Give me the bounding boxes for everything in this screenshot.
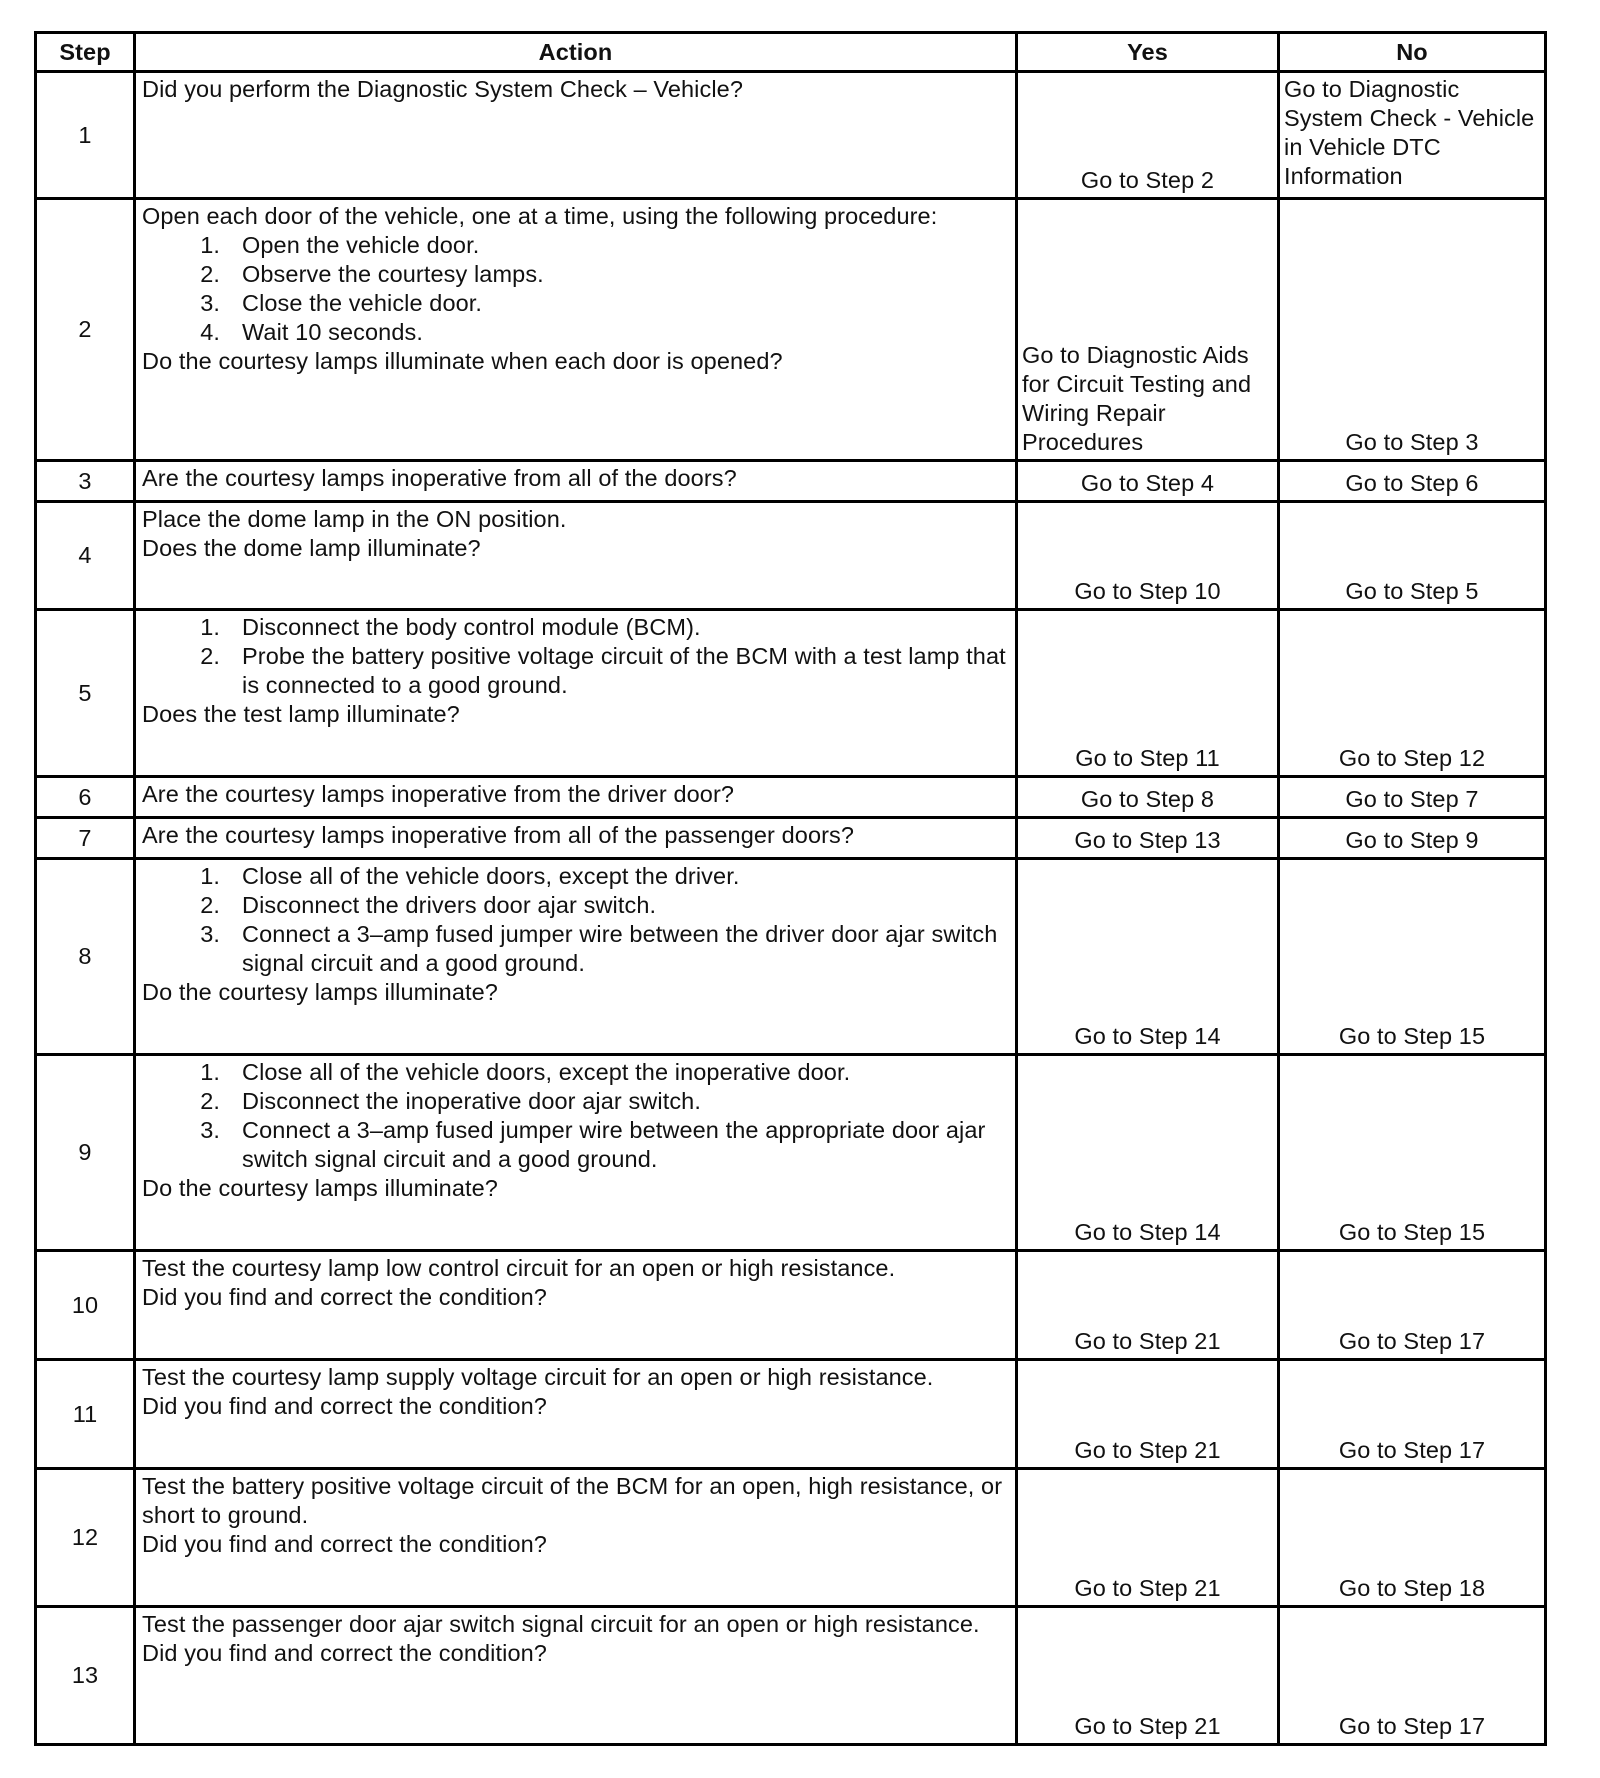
action-text: Test the courtesy lamp supply voltage circuit for an open or high resistance.	[142, 1364, 934, 1390]
action-cell	[135, 461, 1017, 502]
table-row	[36, 502, 1546, 610]
yes-result: Go to Step 14	[1017, 1055, 1279, 1251]
yes-result: Go to Step 21	[1017, 1469, 1279, 1607]
no-result: Go to Step 5	[1279, 502, 1546, 610]
table-row	[36, 818, 1546, 859]
action-text: Open each door of the vehicle, one at a time, using the following procedure:	[142, 203, 938, 229]
procedure-item: 3. Connect a 3–amp fused jumper wire between the appropriate door ajar switch signal circuit and a good ground.	[200, 1117, 986, 1172]
no-result: Go to Step 17	[1279, 1607, 1546, 1745]
table-row	[36, 610, 1546, 777]
table-row	[36, 859, 1546, 1055]
step-number: 13	[36, 1607, 135, 1745]
procedure-list	[142, 862, 1009, 978]
table-row	[36, 1607, 1546, 1745]
procedure-list	[142, 1058, 1009, 1174]
step-number: 3	[36, 461, 135, 502]
action-cell	[135, 502, 1017, 610]
column-header-step: Step	[36, 33, 135, 72]
action-question: Did you find and correct the condition?	[142, 1640, 547, 1666]
table-row	[36, 461, 1546, 502]
table-row	[36, 777, 1546, 818]
no-result: Go to Step 7	[1279, 777, 1546, 818]
procedure-list	[142, 231, 1009, 347]
procedure-item: 4. Wait 10 seconds.	[200, 319, 423, 345]
yes-result: Go to Step 13	[1017, 818, 1279, 859]
yes-result: Go to Diagnostic Aids for Circuit Testing and Wiring Repair Procedures	[1017, 199, 1279, 461]
procedure-item: 2. Disconnect the inoperative door ajar switch.	[200, 1088, 701, 1114]
yes-result: Go to Step 21	[1017, 1251, 1279, 1360]
procedure-item: 2. Disconnect the drivers door ajar switch.	[200, 892, 657, 918]
action-cell	[135, 1607, 1017, 1745]
step-number: 6	[36, 777, 135, 818]
table-row	[36, 1469, 1546, 1607]
column-header-no: No	[1279, 33, 1546, 72]
no-result: Go to Step 18	[1279, 1469, 1546, 1607]
no-result: Go to Step 12	[1279, 610, 1546, 777]
yes-result: Go to Step 14	[1017, 859, 1279, 1055]
action-cell	[135, 610, 1017, 777]
action-question: Did you find and correct the condition?	[142, 1531, 547, 1557]
action-text: Test the battery positive voltage circuit of the BCM for an open, high resistance, or short to ground.	[142, 1473, 1003, 1528]
no-result: Go to Step 15	[1279, 1055, 1546, 1251]
yes-result: Go to Step 2	[1017, 72, 1279, 199]
procedure-item: 3. Connect a 3–amp fused jumper wire between the driver door ajar switch signal circuit and a good ground.	[200, 921, 998, 976]
action-question: Do the courtesy lamps illuminate when each door is opened?	[142, 348, 783, 374]
no-result: Go to Step 17	[1279, 1251, 1546, 1360]
action-text: Are the courtesy lamps inoperative from all of the doors?	[142, 465, 737, 491]
yes-result: Go to Step 21	[1017, 1360, 1279, 1469]
action-question: Did you find and correct the condition?	[142, 1284, 547, 1310]
table-header-row	[36, 33, 1546, 72]
action-cell	[135, 859, 1017, 1055]
action-cell	[135, 818, 1017, 859]
action-question: Does the dome lamp illuminate?	[142, 535, 481, 561]
no-result: Go to Step 3	[1279, 199, 1546, 461]
no-result: Go to Step 9	[1279, 818, 1546, 859]
action-cell	[135, 199, 1017, 461]
step-number: 9	[36, 1055, 135, 1251]
column-header-yes: Yes	[1017, 33, 1279, 72]
action-question: Do the courtesy lamps illuminate?	[142, 979, 498, 1005]
action-text: Test the courtesy lamp low control circuit for an open or high resistance.	[142, 1255, 896, 1281]
table-row	[36, 72, 1546, 199]
procedure-item: 1. Close all of the vehicle doors, except the inoperative door.	[200, 1059, 851, 1085]
step-number: 8	[36, 859, 135, 1055]
yes-result: Go to Step 8	[1017, 777, 1279, 818]
action-text: Did you perform the Diagnostic System Check – Vehicle?	[142, 76, 744, 102]
diagnostic-table	[34, 31, 1547, 1746]
action-question: Does the test lamp illuminate?	[142, 701, 460, 727]
step-number: 5	[36, 610, 135, 777]
step-number: 10	[36, 1251, 135, 1360]
yes-result: Go to Step 11	[1017, 610, 1279, 777]
no-result: Go to Step 17	[1279, 1360, 1546, 1469]
no-result: Go to Diagnostic System Check - Vehicle in Vehicle DTC Information	[1279, 72, 1546, 199]
no-result: Go to Step 6	[1279, 461, 1546, 502]
action-text: Are the courtesy lamps inoperative from the driver door?	[142, 781, 735, 807]
step-number: 2	[36, 199, 135, 461]
procedure-item: 3. Close the vehicle door.	[200, 290, 483, 316]
yes-result: Go to Step 21	[1017, 1607, 1279, 1745]
procedure-item: 2. Observe the courtesy lamps.	[200, 261, 544, 287]
step-number: 7	[36, 818, 135, 859]
step-number: 12	[36, 1469, 135, 1607]
table-row	[36, 1360, 1546, 1469]
action-text: Test the passenger door ajar switch signal circuit for an open or high resistance.	[142, 1611, 980, 1637]
step-number: 4	[36, 502, 135, 610]
table-row	[36, 1055, 1546, 1251]
action-cell	[135, 1055, 1017, 1251]
action-cell	[135, 1251, 1017, 1360]
action-cell	[135, 72, 1017, 199]
procedure-item: 1. Close all of the vehicle doors, except the driver.	[200, 863, 740, 889]
action-cell	[135, 1360, 1017, 1469]
step-number: 11	[36, 1360, 135, 1469]
procedure-item: 1. Disconnect the body control module (BCM).	[200, 614, 701, 640]
action-cell	[135, 1469, 1017, 1607]
action-question: Did you find and correct the condition?	[142, 1393, 547, 1419]
table-row	[36, 199, 1546, 461]
procedure-item: 1. Open the vehicle door.	[200, 232, 480, 258]
procedure-list	[142, 613, 1009, 700]
table-row	[36, 1251, 1546, 1360]
yes-result: Go to Step 4	[1017, 461, 1279, 502]
action-cell	[135, 777, 1017, 818]
action-question: Do the courtesy lamps illuminate?	[142, 1175, 498, 1201]
step-number: 1	[36, 72, 135, 199]
no-result: Go to Step 15	[1279, 859, 1546, 1055]
action-text: Are the courtesy lamps inoperative from all of the passenger doors?	[142, 822, 855, 848]
yes-result: Go to Step 10	[1017, 502, 1279, 610]
action-text: Place the dome lamp in the ON position.	[142, 506, 567, 532]
procedure-item: 2. Probe the battery positive voltage circuit of the BCM with a test lamp that is connected to a good ground.	[200, 643, 1006, 698]
column-header-action: Action	[135, 33, 1017, 72]
